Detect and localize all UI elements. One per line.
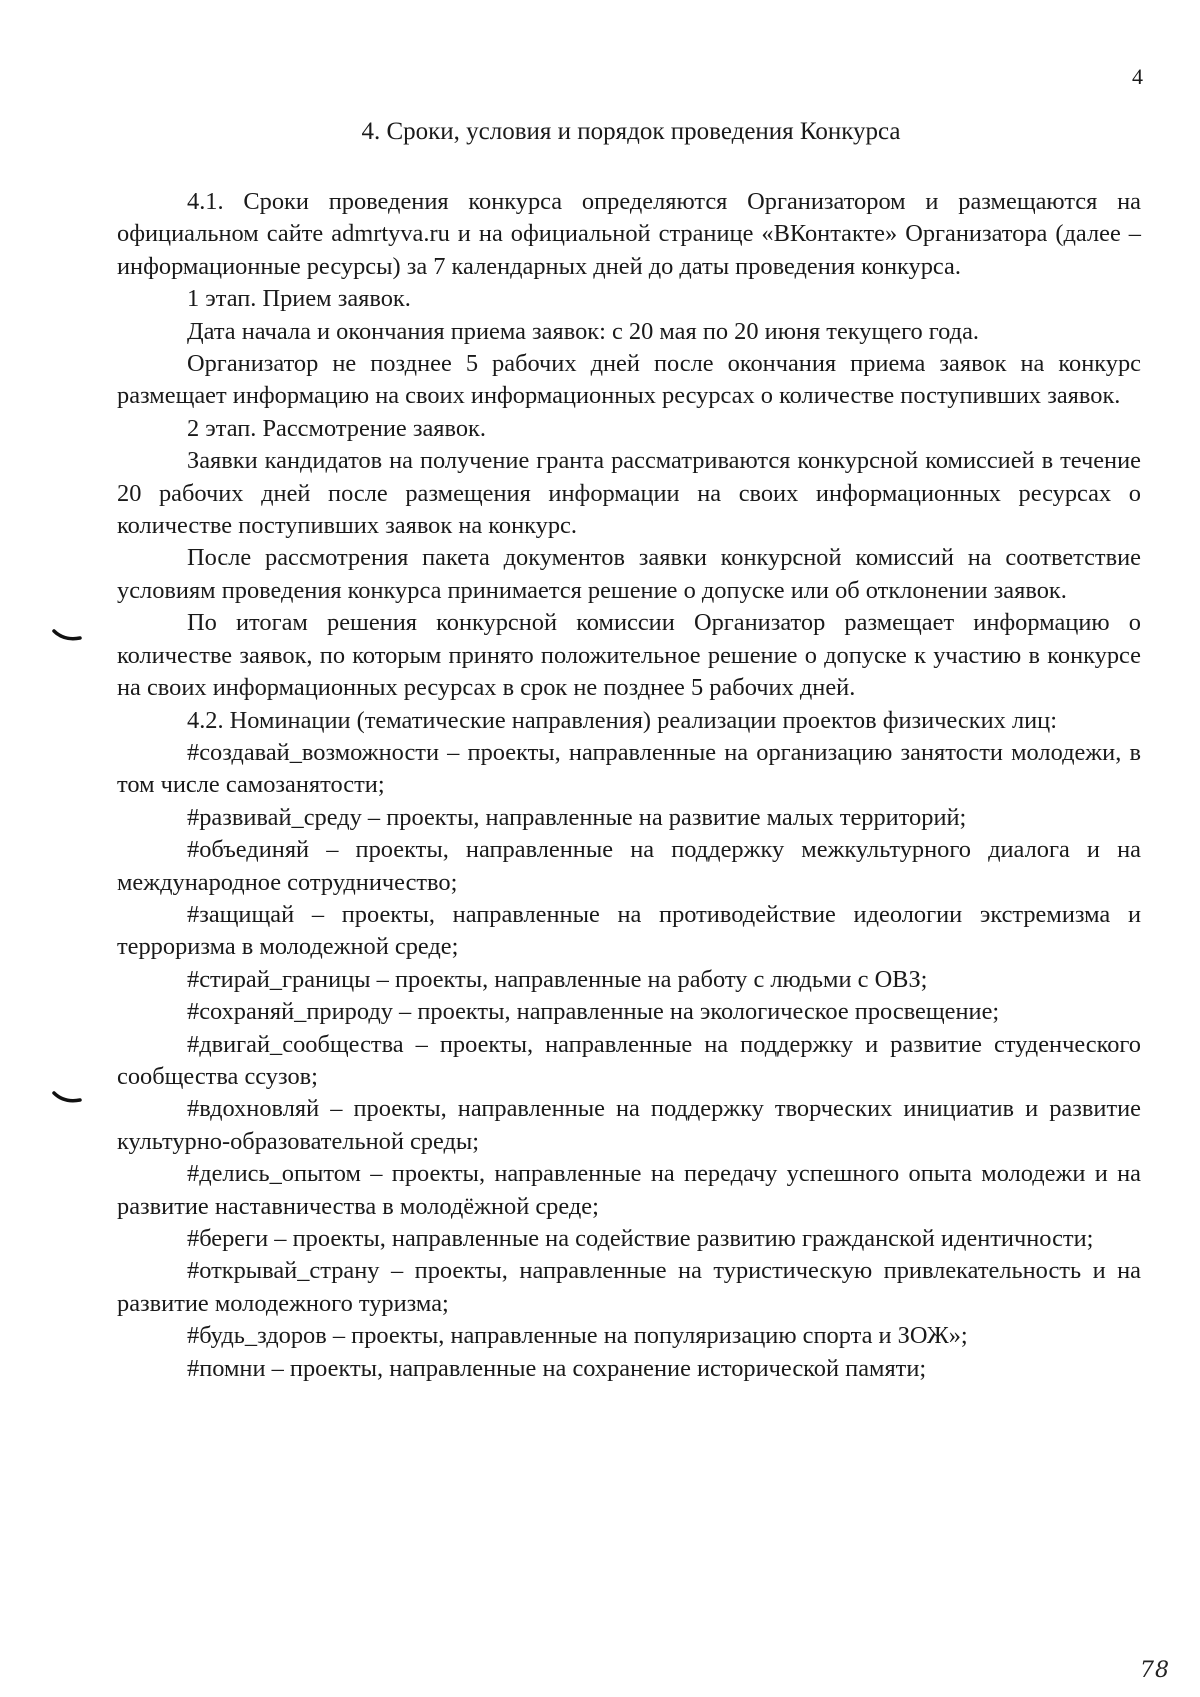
paragraph-organizer-info: Организатор не позднее 5 рабочих дней после окончания приема заявок на конкурс размещает информацию на своих информационных ресурсах о количестве поступивших заявок. (117, 350, 1141, 410)
binding-hole-mark (52, 1090, 82, 1104)
nomination-item: #помни – проекты, направленные на сохранение исторической памяти; (187, 1354, 927, 1382)
handwritten-page-number: 78 (1140, 1658, 1170, 1683)
nomination-item: #создавай_возможности – проекты, направленные на организацию занятости молодежи, в том числе самозанятости; (117, 738, 1141, 799)
nomination-item: #объединяй – проекты, направленные на поддержку межкультурного диалога и на международное сотрудничество; (117, 836, 1141, 896)
nomination-item: #развивай_среду – проекты, направленные на развитие малых территорий; (187, 803, 967, 831)
nomination-item: #открывай_страну – проекты, направленные на туристическую привлекательность и на развитие молодежного туризма; (117, 1257, 1141, 1317)
nomination-item: #защищай – проекты, направленные на противодействие идеологии экстремизма и терроризма в молодежной среде; (117, 900, 1141, 961)
nomination-item: #будь_здоров – проекты, направленные на популяризацию спорта и ЗОЖ»; (187, 1322, 968, 1350)
nomination-item: #сохраняй_природу – проекты, направленные на экологическое просвещение; (187, 998, 1000, 1026)
paragraph-4-2: 4.2. Номинации (тематические направления) реализации проектов физических лиц: (187, 706, 1058, 734)
nomination-item: #делись_опытом – проекты, направленные на передачу успешного опыта молодежи и на развитие наставничества в молодёжной среде; (117, 1160, 1141, 1220)
nomination-item: #вдохновляй – проекты, направленные на поддержку творческих инициатив и развитие культурно-образовательной среды; (117, 1095, 1141, 1155)
paragraph-4-1: 4.1. Сроки проведения конкурса определяются Организатором и размещаются на официальном сайте admrtyva.ru и на официальной странице «ВКонтакте» Организатора (далее – информационные ресурсы) за 7 календарных дней до даты проведения конкурса. (117, 188, 1141, 280)
section-heading: 4. Сроки, условия и порядок проведения Конкурса (361, 118, 901, 145)
paragraph-results: По итогам решения конкурсной комиссии Организатор размещает информацию о количестве заявок, по которым принято положительное решение о допуске к участию в конкурсе на своих информационных ресурсах в срок не позднее 5 рабочих дней. (117, 609, 1141, 702)
paragraph-decision: После рассмотрения пакета документов заявки конкурсной комиссий на соответствие условиям проведения конкурса принимается решение о допуске или об отклонении заявок. (117, 544, 1141, 604)
nomination-item: #стирай_границы – проекты, направленные на работу с людьми с ОВЗ; (187, 965, 928, 993)
page-number: 4 (1132, 64, 1143, 89)
binding-hole-mark (52, 628, 82, 642)
nomination-item: #береги – проекты, направленные на содействие развитию гражданской идентичности; (187, 1225, 1094, 1252)
nomination-item: #двигай_сообщества – проекты, направленные на поддержку и развитие студенческого сообщества ссузов; (117, 1030, 1141, 1090)
paragraph-stage-1: 1 этап. Прием заявок. (187, 285, 411, 313)
paragraph-review: Заявки кандидатов на получение гранта рассматриваются конкурсной комиссией в течение 20 рабочих дней после размещения информации на своих информационных ресурсах о количестве поступивших заявок на конкурс. (117, 447, 1141, 540)
document-body (117, 186, 1141, 1385)
paragraph-dates: Дата начала и окончания приема заявок: с 20 мая по 20 июня текущего года. (187, 317, 980, 345)
paragraph-stage-2: 2 этап. Рассмотрение заявок. (187, 414, 486, 442)
